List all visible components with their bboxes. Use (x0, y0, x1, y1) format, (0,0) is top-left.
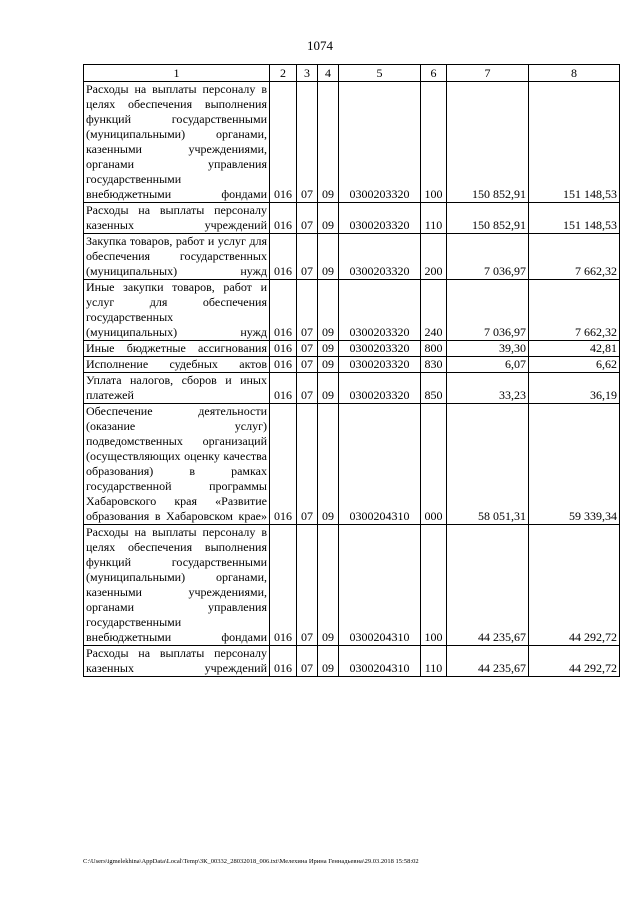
section-cell: 07 (297, 646, 318, 677)
gov-code-cell: 016 (270, 404, 297, 525)
gov-code-cell: 016 (270, 280, 297, 341)
header-cell: 1 (84, 65, 270, 82)
gov-code-cell: 016 (270, 341, 297, 357)
gov-code-cell: 016 (270, 82, 297, 203)
target-article-cell: 0300204310 (339, 646, 421, 677)
amount-year2-cell: 151 148,53 (529, 82, 620, 203)
table-row (84, 234, 620, 280)
expense-name-cell: Иные закупки товаров, работ и услуг для обеспечения государственных (муниципальных) нужд (84, 280, 270, 341)
section-cell: 07 (297, 404, 318, 525)
amount-year2-cell: 6,62 (529, 357, 620, 373)
file-path-footer: C:\Users\igmelekhina\AppData\Local\Temp\ЗК_00332_28032018_006.txt\Мелехина Ирина Геннадьевна\29.03.2018 15:58:02 (83, 858, 419, 865)
amount-year2-cell: 44 292,72 (529, 525, 620, 646)
subsection-cell: 09 (318, 373, 339, 404)
target-article-cell: 0300203320 (339, 203, 421, 234)
amount-year2-cell: 59 339,34 (529, 404, 620, 525)
subsection-cell: 09 (318, 646, 339, 677)
subsection-cell: 09 (318, 280, 339, 341)
expense-name-cell: Расходы на выплаты персоналу в целях обеспечения выполнения функций государственными (муниципальными) органами, казенными учреждениями, органами управления государственными внебюджетными фондами (84, 525, 270, 646)
expense-name-cell: Уплата налогов, сборов и иных платежей (84, 373, 270, 404)
table-body (84, 65, 620, 677)
section-cell: 07 (297, 203, 318, 234)
amount-year1-cell: 7 036,97 (447, 280, 529, 341)
gov-code-cell: 016 (270, 646, 297, 677)
section-cell: 07 (297, 280, 318, 341)
header-cell: 8 (529, 65, 620, 82)
subsection-cell: 09 (318, 525, 339, 646)
amount-year1-cell: 44 235,67 (447, 646, 529, 677)
expense-type-cell: 100 (421, 525, 447, 646)
header-cell: 3 (297, 65, 318, 82)
expense-name-cell: Расходы на выплаты персоналу казенных учреждений (84, 203, 270, 234)
subsection-cell: 09 (318, 234, 339, 280)
expense-name-cell: Иные бюджетные ассигнования (84, 341, 270, 357)
section-cell: 07 (297, 234, 318, 280)
subsection-cell: 09 (318, 82, 339, 203)
budget-table (83, 64, 620, 677)
expense-type-cell: 110 (421, 646, 447, 677)
header-cell: 7 (447, 65, 529, 82)
amount-year2-cell: 36,19 (529, 373, 620, 404)
header-cell: 6 (421, 65, 447, 82)
gov-code-cell: 016 (270, 234, 297, 280)
section-cell: 07 (297, 357, 318, 373)
expense-type-cell: 200 (421, 234, 447, 280)
amount-year2-cell: 42,81 (529, 341, 620, 357)
table-row (84, 82, 620, 203)
target-article-cell: 0300203320 (339, 234, 421, 280)
table-header-row (84, 65, 620, 82)
expense-type-cell: 110 (421, 203, 447, 234)
target-article-cell: 0300203320 (339, 373, 421, 404)
amount-year2-cell: 7 662,32 (529, 234, 620, 280)
amount-year2-cell: 7 662,32 (529, 280, 620, 341)
amount-year2-cell: 44 292,72 (529, 646, 620, 677)
target-article-cell: 0300203320 (339, 341, 421, 357)
table-row (84, 341, 620, 357)
subsection-cell: 09 (318, 341, 339, 357)
subsection-cell: 09 (318, 203, 339, 234)
expense-type-cell: 000 (421, 404, 447, 525)
target-article-cell: 0300203320 (339, 82, 421, 203)
section-cell: 07 (297, 82, 318, 203)
section-cell: 07 (297, 341, 318, 357)
subsection-cell: 09 (318, 357, 339, 373)
amount-year1-cell: 58 051,31 (447, 404, 529, 525)
section-cell: 07 (297, 525, 318, 646)
subsection-cell: 09 (318, 404, 339, 525)
expense-type-cell: 830 (421, 357, 447, 373)
amount-year1-cell: 39,30 (447, 341, 529, 357)
header-cell: 4 (318, 65, 339, 82)
amount-year1-cell: 6,07 (447, 357, 529, 373)
expense-type-cell: 850 (421, 373, 447, 404)
expense-type-cell: 240 (421, 280, 447, 341)
expense-name-cell: Исполнение судебных актов (84, 357, 270, 373)
amount-year1-cell: 150 852,91 (447, 203, 529, 234)
expense-name-cell: Расходы на выплаты персоналу в целях обеспечения выполнения функций государственными (муниципальными) органами, казенными учреждениями, органами управления государственными внебюджетными фондами (84, 82, 270, 203)
target-article-cell: 0300204310 (339, 404, 421, 525)
expense-type-cell: 800 (421, 341, 447, 357)
expense-name-cell: Закупка товаров, работ и услуг для обеспечения государственных (муниципальных) нужд (84, 234, 270, 280)
gov-code-cell: 016 (270, 203, 297, 234)
gov-code-cell: 016 (270, 525, 297, 646)
gov-code-cell: 016 (270, 373, 297, 404)
amount-year1-cell: 33,23 (447, 373, 529, 404)
target-article-cell: 0300204310 (339, 525, 421, 646)
expense-type-cell: 100 (421, 82, 447, 203)
amount-year2-cell: 151 148,53 (529, 203, 620, 234)
table-row (84, 357, 620, 373)
table-row (84, 404, 620, 525)
table-row (84, 646, 620, 677)
gov-code-cell: 016 (270, 357, 297, 373)
table-row (84, 280, 620, 341)
section-cell: 07 (297, 373, 318, 404)
page-number: 1074 (307, 38, 333, 53)
amount-year1-cell: 7 036,97 (447, 234, 529, 280)
table-row (84, 373, 620, 404)
target-article-cell: 0300203320 (339, 280, 421, 341)
target-article-cell: 0300203320 (339, 357, 421, 373)
table-row (84, 203, 620, 234)
amount-year1-cell: 44 235,67 (447, 525, 529, 646)
expense-name-cell: Обеспечение деятельности (оказание услуг) подведомственных организаций (осуществляющих оценку качества образования) в рамках государственной программы Хабаровского края «Развитие образования в Хабаровском крае» (84, 404, 270, 525)
table-row (84, 525, 620, 646)
amount-year1-cell: 150 852,91 (447, 82, 529, 203)
expense-name-cell: Расходы на выплаты персоналу казенных учреждений (84, 646, 270, 677)
header-cell: 2 (270, 65, 297, 82)
header-cell: 5 (339, 65, 421, 82)
